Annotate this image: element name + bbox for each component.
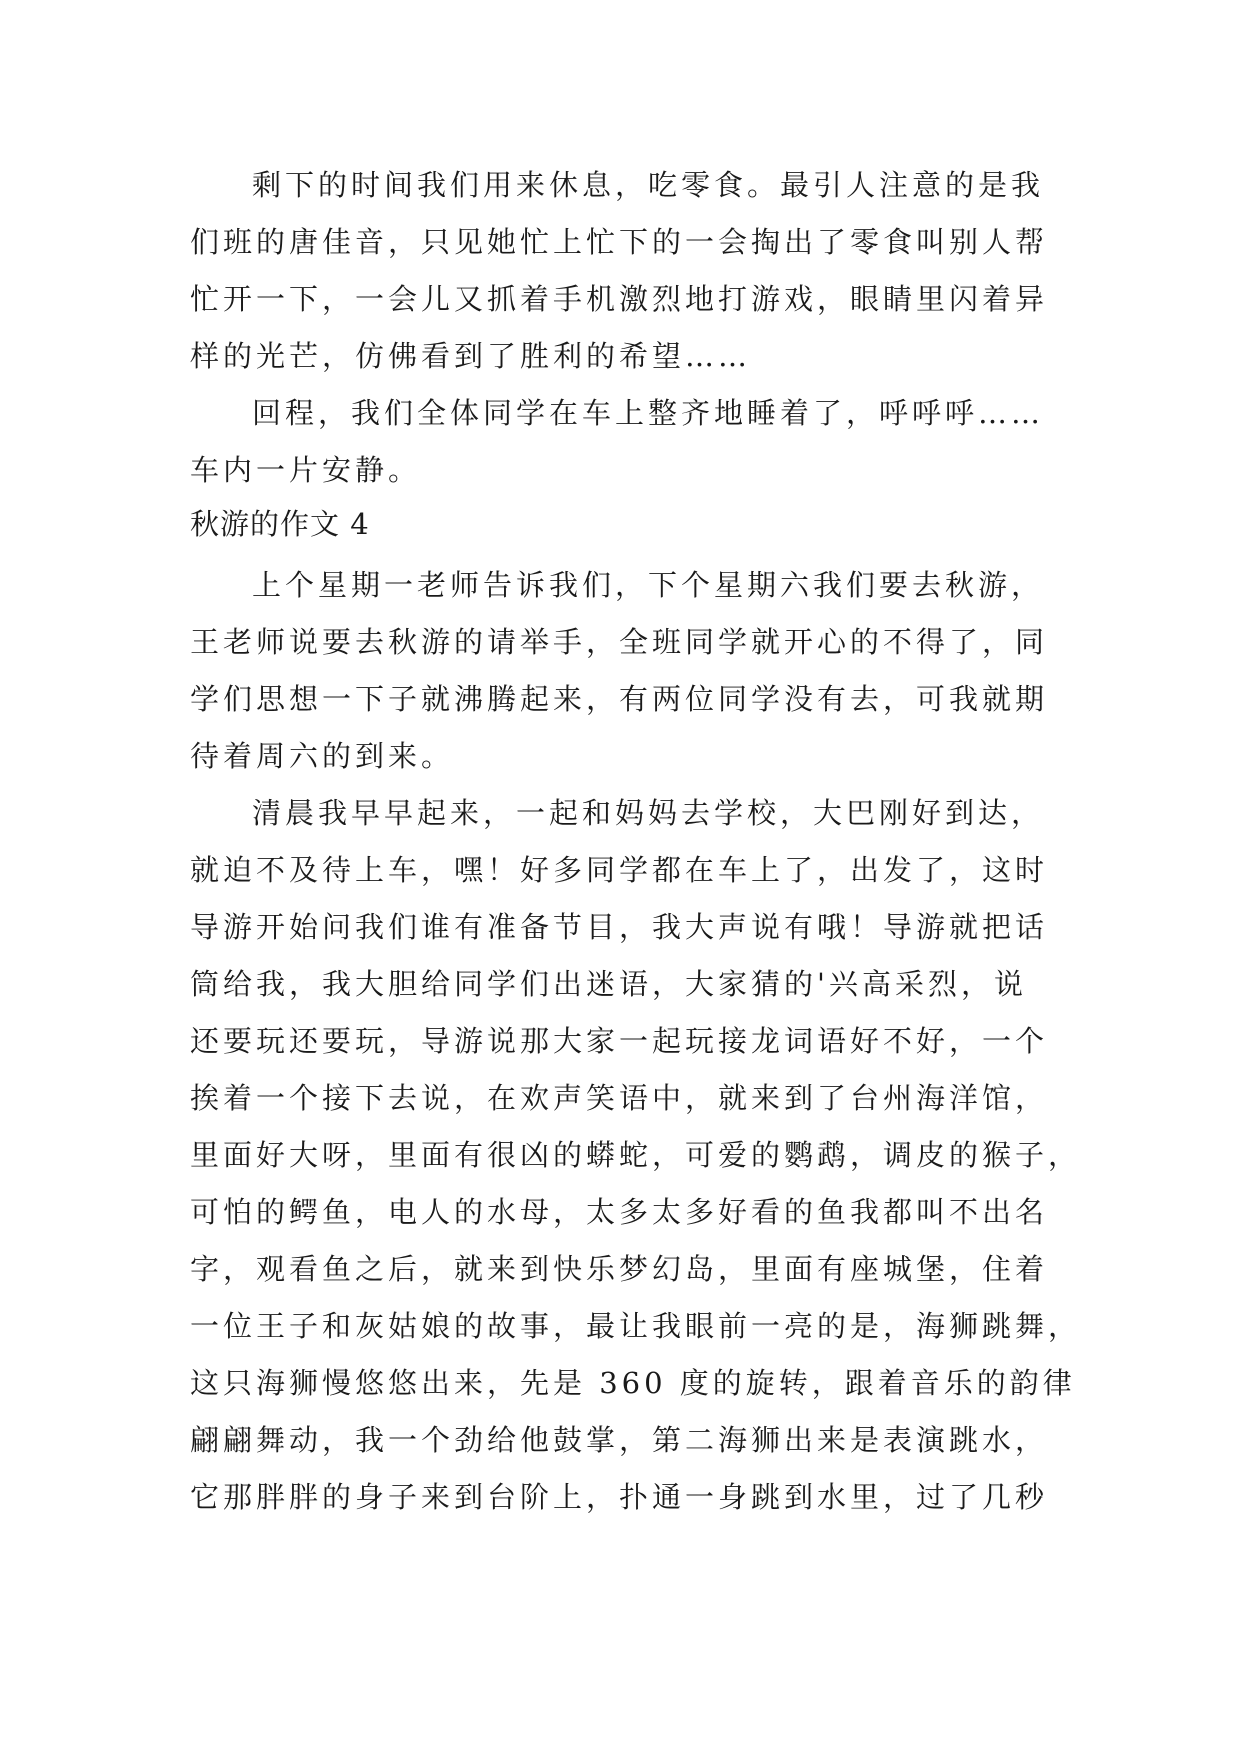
paragraph-line: 筒给我，我大胆给同学们出迷语，大家猜的'兴高采烈，说 <box>190 967 1027 1001</box>
section-title: 秋游的作文 4 <box>190 507 370 541</box>
paragraph-line: 样的光芒，仿佛看到了胜利的希望…… <box>190 339 752 373</box>
paragraph-line: 里面好大呀，里面有很凶的蟒蛇，可爱的鹦鹉，调皮的猴子， <box>190 1138 1082 1172</box>
paragraph-line: 这只海狮慢悠悠出来，先是 360 度的旋转，跟着音乐的韵律 <box>190 1366 1076 1400</box>
paragraph-line: 回程，我们全体同学在车上整齐地睡着了，呼呼呼…… <box>252 396 1045 430</box>
paragraph-line: 们班的唐佳音，只见她忙上忙下的一会掏出了零食叫别人帮 <box>190 225 1049 259</box>
paragraph-line: 还要玩还要玩，导游说那大家一起玩接龙词语好不好，一个 <box>190 1024 1049 1058</box>
paragraph-line: 王老师说要去秋游的请举手，全班同学就开心的不得了，同 <box>190 625 1049 659</box>
paragraph-line: 待着周六的到来。 <box>190 739 455 773</box>
paragraph-line: 它那胖胖的身子来到台阶上，扑通一身跳到水里，过了几秒 <box>190 1480 1049 1514</box>
paragraph-line: 一位王子和灰姑娘的故事，最让我眼前一亮的是，海狮跳舞， <box>190 1309 1082 1343</box>
paragraph-line: 剩下的时间我们用来休息，吃零食。最引人注意的是我 <box>252 168 1045 202</box>
paragraph-line: 字，观看鱼之后，就来到快乐梦幻岛，里面有座城堡，住着 <box>190 1252 1049 1286</box>
paragraph-line: 挨着一个接下去说，在欢声笑语中，就来到了台州海洋馆， <box>190 1081 1049 1115</box>
paragraph-line: 导游开始问我们谁有准备节目，我大声说有哦！导游就把话 <box>190 910 1049 944</box>
paragraph-line: 清晨我早早起来，一起和妈妈去学校，大巴刚好到达， <box>252 796 1045 830</box>
paragraph-line: 车内一片安静。 <box>190 453 422 487</box>
paragraph-line: 就迫不及待上车，嘿！好多同学都在车上了，出发了，这时 <box>190 853 1049 887</box>
paragraph-line: 上个星期一老师告诉我们，下个星期六我们要去秋游， <box>252 568 1045 602</box>
paragraph-line: 可怕的鳄鱼，电人的水母，太多太多好看的鱼我都叫不出名 <box>190 1195 1049 1229</box>
paragraph-line: 忙开一下，一会儿又抓着手机激烈地打游戏，眼睛里闪着异 <box>190 282 1049 316</box>
paragraph-line: 翩翩舞动，我一个劲给他鼓掌，第二海狮出来是表演跳水， <box>190 1423 1049 1457</box>
paragraph-line: 学们思想一下子就沸腾起来，有两位同学没有去，可我就期 <box>190 682 1049 716</box>
